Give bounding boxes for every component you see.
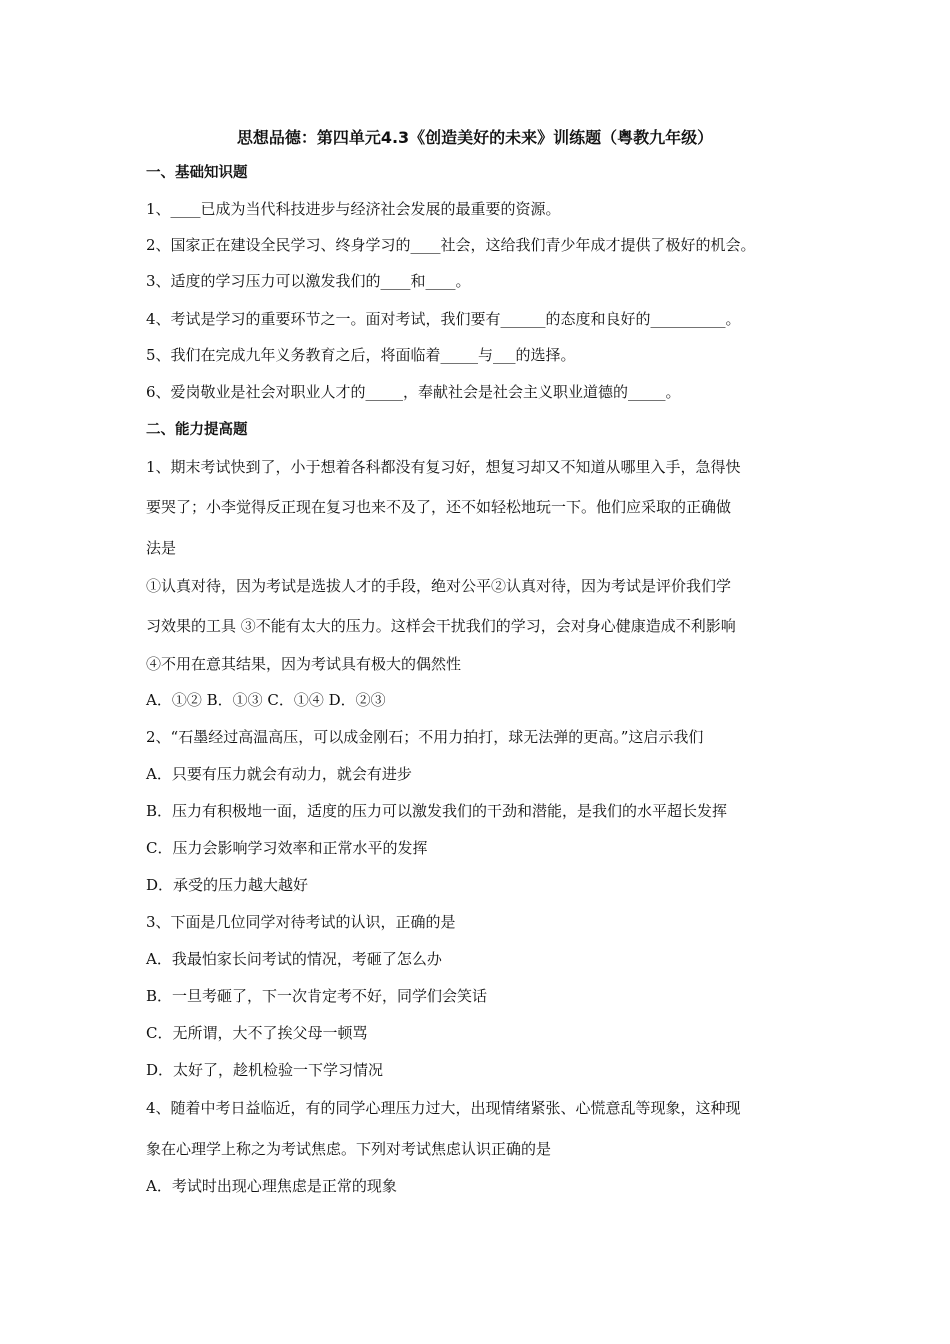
question-line: 6、爱岗敬业是社会对职业人才的_____，奉献社会是社会主义职业道德的_____。 xyxy=(146,383,681,401)
answer-option: C．无所谓，大不了挨父母一顿骂 xyxy=(146,1024,368,1042)
question-line: 1、期末考试快到了，小于想着各科都没有复习好，想复习却又不知道从哪里入手，急得快 xyxy=(146,458,741,476)
question-line: ①认真对待，因为考试是选拔人才的手段，绝对公平②认真对待，因为考试是评价我们学 xyxy=(146,577,732,595)
question-line: 3、适度的学习压力可以激发我们的____和____。 xyxy=(146,272,471,290)
question-line: 3、下面是几位同学对待考试的认识，正确的是 xyxy=(146,913,456,931)
question-line: 4、考试是学习的重要环节之一。面对考试，我们要有______的态度和良好的__________。 xyxy=(146,310,741,328)
question-line: 法是 xyxy=(146,539,177,557)
question-line: 习效果的工具 ③不能有太大的压力。这样会干扰我们的学习，会对身心健康造成不利影响 xyxy=(146,617,736,635)
document-title: 思想品德：第四单元4.3《创造美好的未来》训练题（粤教九年级） xyxy=(236,128,714,147)
answer-option: C．压力会影响学习效率和正常水平的发挥 xyxy=(146,839,428,857)
answer-option: A．我最怕家长问考试的情况，考砸了怎么办 xyxy=(146,950,442,968)
question-line: ④不用在意其结果，因为考试具有极大的偶然性 xyxy=(146,655,462,673)
question-line: 象在心理学上称之为考试焦虑。下列对考试焦虑认识正确的是 xyxy=(146,1140,552,1158)
answer-option: B．压力有积极地一面，适度的压力可以激发我们的干劲和潜能，是我们的水平超长发挥 xyxy=(146,802,728,820)
answer-option: A．只要有压力就会有动力，就会有进步 xyxy=(146,765,412,783)
question-line: 1、____已成为当代科技进步与经济社会发展的最重要的资源。 xyxy=(146,200,561,218)
question-line: 4、随着中考日益临近，有的同学心理压力过大，出现情绪紧张、心慌意乱等现象，这种现 xyxy=(146,1099,741,1117)
answer-option: D．太好了，趁机检验一下学习情况 xyxy=(146,1061,384,1079)
question-line: 2、国家正在建设全民学习、终身学习的____社会，这给我们青少年成才提供了极好的机会。 xyxy=(146,236,756,254)
answer-option: A．考试时出现心理焦虑是正常的现象 xyxy=(146,1177,397,1195)
question-line: 2、“石墨经过高温高压，可以成金刚石；不用力拍打，球无法弹的更高。”这启示我们 xyxy=(146,728,704,746)
question-line: 要哭了；小李觉得反正现在复习也来不及了，还不如轻松地玩一下。他们应采取的正确做 xyxy=(146,498,732,516)
section-heading-ability: 二、能力提高题 xyxy=(146,422,248,438)
answer-option: B．一旦考砸了，下一次肯定考不好，同学们会笑话 xyxy=(146,987,488,1005)
answer-options: A．①② B．①③ C．①④ D．②③ xyxy=(146,691,386,709)
question-line: 5、我们在完成九年义务教育之后，将面临着_____与___的选择。 xyxy=(146,346,576,364)
section-heading-basic: 一、基础知识题 xyxy=(146,165,248,181)
answer-option: D．承受的压力越大越好 xyxy=(146,876,309,894)
